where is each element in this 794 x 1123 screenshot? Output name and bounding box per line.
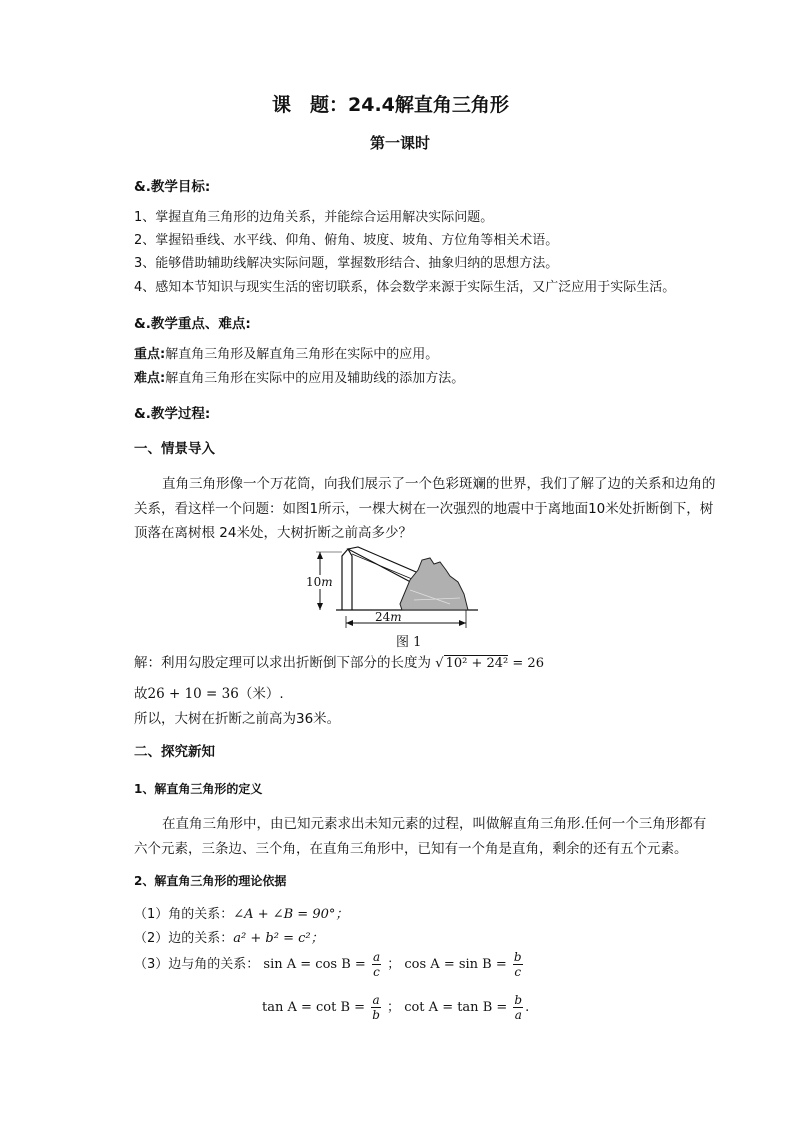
relation-tan-cot: tan A = cot B = $\frac{a}{b}$ ； cot A = tan B = $\frac{b}{a}$ . [262,993,530,1022]
difficulty-text: 解直角三角形在实际中的应用及辅助线的添加方法。 [165,371,465,386]
section2-heading: 二、探究新知 [134,744,215,760]
sub1-heading: 1、解直角三角形的定义 [134,782,263,796]
objectives-heading: &.教学目标: [134,179,211,195]
tree-trunk [342,549,352,610]
fraction-b-over-a: $\frac{b}{a}$ [514,993,523,1022]
sub1-line2: 六个元素，三条边、三个角，在直角三角形中，已知有一个角是直角，剩余的还有五个元素。 [134,841,688,857]
process-heading: &.教学过程: [134,406,211,422]
fraction-a-over-b: $\frac{a}{b}$ [372,993,380,1022]
difficulty-label: 难点: [134,371,166,386]
objective-item-1: 1、掌握直角三角形的边角关系，并能综合运用解决实际问题。 [134,210,494,225]
fraction-a-over-c: $\frac{a}{c}$ [372,950,381,979]
relation-angle: （1）角的关系：∠A + ∠B = 90°； [134,907,349,922]
page-subtitle: 第一课时 [370,134,431,152]
key-point-label: 重点: [134,347,166,362]
section1-para-line2: 关系，看这样一个问题：如图1所示，一棵大树在一次强烈的地震中于离地面10米处折断倒下，树 [134,501,714,517]
fraction-b-over-c: $\frac{b}{c}$ [513,950,522,979]
step2-math: 26 + 10 = 36 [147,686,239,702]
solution-text: 解：利用勾股定理可以求出折断倒下部分的长度为 [134,655,431,671]
objective-item-3: 3、能够借助辅助线解决实际问题，掌握数形结合、抽象归纳的思想方法。 [134,256,559,271]
tree-crown [400,558,468,610]
conclusion-line: 所以，大树在折断之前高为36米。 [134,711,341,727]
figure-caption: 图 1 [396,635,422,650]
solution-line [134,651,544,671]
difficulty-line [134,367,464,386]
step2-line: 故26 + 10 = 36（米）. [134,686,284,702]
relation-side: （2）边的关系：a² + b² = c²； [134,931,324,946]
section1-para-line3: 顶落在离树根 24米处，大树折断之前高多少？ [134,525,412,541]
objective-item-4: 4、感知本节知识与现实生活的密切联系，体会数学来源于实际生活，又广泛应用于实际生活。 [134,280,676,295]
key-point-line [134,343,438,362]
sub1-line1: 在直角三角形中，由已知元素求出未知元素的过程，叫做解直角三角形.任何一个三角形都有 [162,816,707,832]
sqrt-expression: √ 10² + 24² = 26 [435,656,544,671]
page-title: 课 题：24.4解直角三角形 [272,94,509,116]
height-label: 10m [306,575,333,589]
keypoints-heading: &.教学重点、难点: [134,316,251,332]
base-label: 24m [375,610,402,624]
key-point-text: 解直角三角形及解直角三角形在实际中的应用。 [165,347,439,362]
section1-heading: 一、情景导入 [134,441,215,457]
objective-item-2: 2、掌握铅垂线、水平线、仰角、俯角、坡度、坡角、方位角等相关术语。 [134,233,559,248]
sub2-heading: 2、解直角三角形的理论依据 [134,874,287,888]
relation-side-angle: （3）边与角的关系： sin A = cos B = $\frac{a}{c}$ ； cos A = sin B = $\frac{b}{c}$ [134,950,522,979]
section1-para-line1: 直角三角形像一个万花筒，向我们展示了一个色彩斑斓的世界，我们了解了边的关系和边角的 [162,476,716,492]
